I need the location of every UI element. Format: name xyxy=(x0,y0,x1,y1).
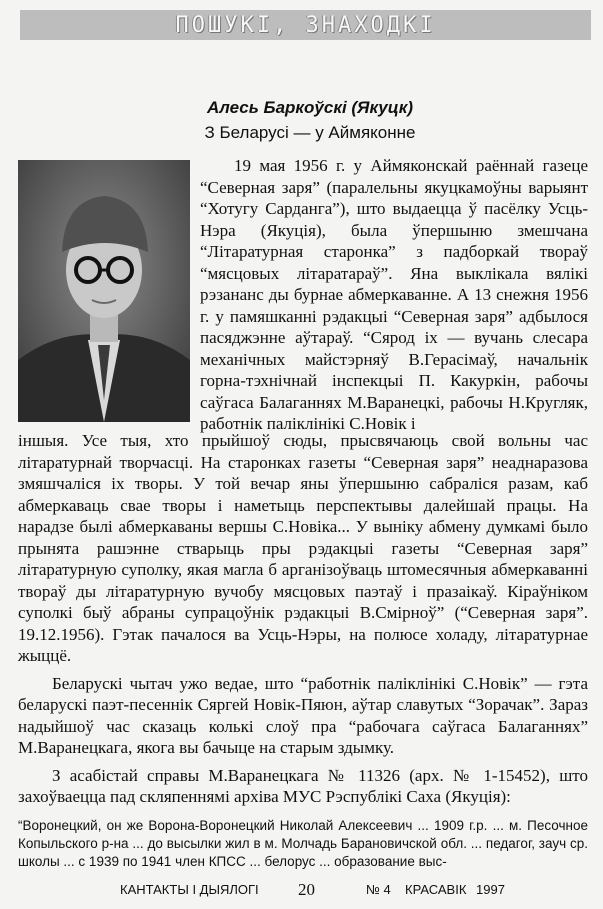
article-column-wrapped xyxy=(200,155,588,435)
archive-quote: “Воронецкий, он же Ворона-Воронецкий Николай Алексеевич ... 1909 г.р. ... м. Песочное Копыльского р-на ... до высылки жил в м. Молчадь Барановичской обл. ... педагог, зауч ср. школы ... с 1939 по 1941 член КПСС ... белорус ... образование выс- xyxy=(18,818,588,869)
portrait-image xyxy=(18,160,190,422)
footer-page-number: 20 xyxy=(298,880,315,899)
paragraph-3: З асабістай справы М.Варанецкага № 11326 (арх. № 1-15452), што захоўваецца пад скляпеннямі архіва МУС Рэспублікі Саха (Якуція): xyxy=(18,765,588,806)
section-title: ПОШУКІ, ЗНАХОДКІ xyxy=(175,12,436,38)
article-author: Алесь Баркоўскі (Якуцк) xyxy=(206,98,413,117)
section-banner xyxy=(20,10,591,40)
footer-issue: № 4 xyxy=(366,882,391,897)
paragraph-2: Беларускі чытач ужо ведае, што “работнік паліклінікі С.Новік” — гэта беларускі паэт-песеннік Сяргей Новік-Пяюн, аўтар славутых “Зорачак”. Зараз надыйшоў час сказаць колькі слоў пра “рабочага саўгаса Балаганнях” М.Варанецкага, якога вы бачыце на старым здымку. xyxy=(18,673,588,757)
author-portrait-photo xyxy=(18,160,190,422)
paragraph-1-continued: іншыя. Усе тыя, хто прыйшоў сюды, прысвячаюць свой вольны час літаратурнай творчасці. На старонках газеты “Северная заря” неаднаразова змяшчаліся іх творы. У той вечар яны ўпершыню сабраліся разам, каб абмеркаваць свае творы і наметыць перспектывы далейшай працы. На нарадзе былі абмеркаваны вершы С.Новіка... У выніку абмену думкамі было прынята рашэнне стварыць пры рэдакцыі газеты “Северная заря” літаратурную суполку, якая магла б арганізоўваць штомесячныя абмеркаванні твораў ды літаратурную вучобу мясцовых паэтаў і празаікаў. Кіраўніком суполкі быў абраны супрацоўнік рэдакцыі В.Смірноў” (“Северная заря”. 19.12.1956). Гэтак пачалося ва Усць-Нэры, на полюсе холаду, літаратурнае жыццё. xyxy=(18,431,588,665)
footer-journal: КАНТАКТЫ І ДЫЯЛОГІ xyxy=(120,882,259,897)
footer-year: 1997 xyxy=(476,882,505,897)
article-title: З Беларусі — у Аймяконне xyxy=(204,123,416,142)
footer-month: КРАСАВІК xyxy=(405,882,467,897)
article-column-full xyxy=(18,430,588,808)
paragraph-1-wrapped: 19 мая 1956 г. у Аймяконскай раённай газеце “Северная заря” (паралельны якуцкамоўны варыянт “Хотугу Сарданга”), што выдаецца ў пасёлку Усць-Нэра (Якуція), была ўпершыню змешчана “Літаратурная старонка” з падборкай твораў “мясцовых літаратараў”. Яна выклікала вялікі рэзананс ды бурнае абмеркаванне. А 13 снежня 1956 г. у памяшканні рэдакцыі “Северная заря” адбылося пасяджэнне аўтараў. “Сярод іх — вучань слесара механічных майстэрняў В.Герасімаў, начальнік горна-тэхнічнай інспекцыі П. Какуркін, рабочы саўгаса Балаганнях М.Варанецкі, рабочы Н.Кругляк, работнік паліклінікі С.Новік і xyxy=(200,156,588,433)
page-footer xyxy=(0,880,603,902)
